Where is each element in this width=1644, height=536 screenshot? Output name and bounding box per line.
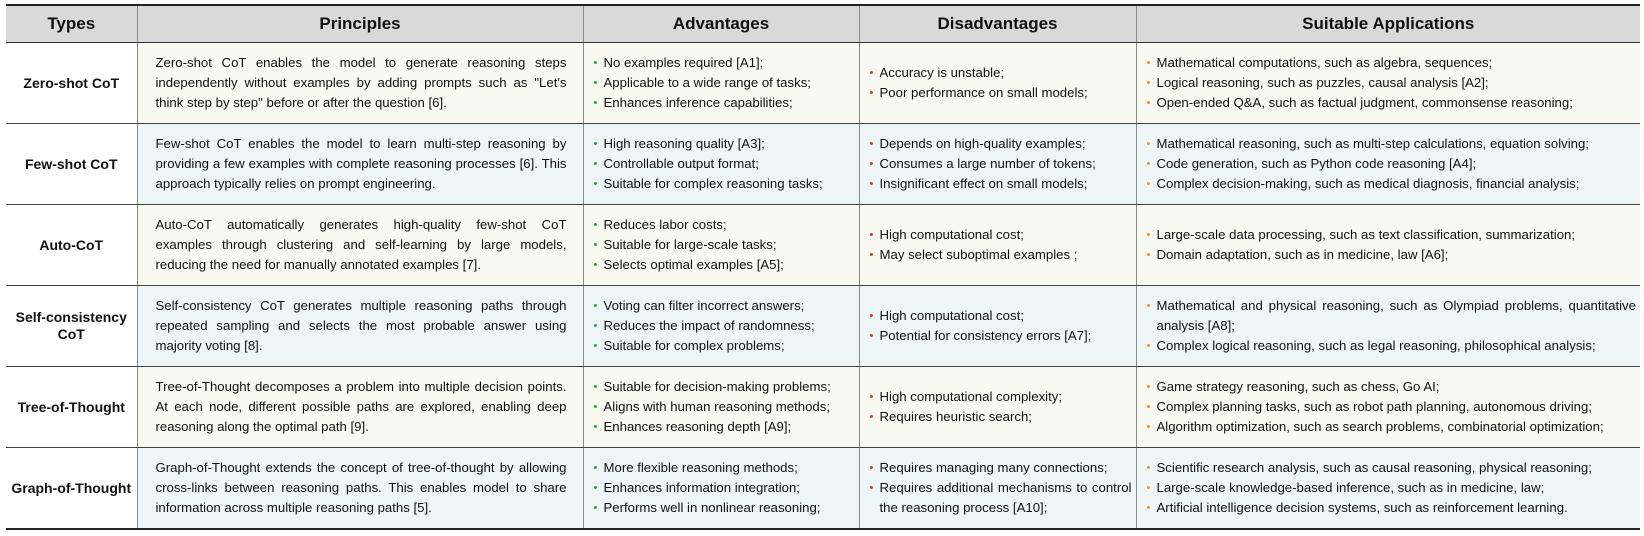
list-item: • Domain adaptation, such as in medicine, law [A6]; [1147,245,1637,265]
type-cell: Few-shot CoT [6,124,137,205]
bullet-icon: • [869,482,874,494]
header-advantages: Advantages [583,5,859,43]
bullet-icon: • [1146,300,1151,312]
list-item: • Requires additional mechanisms to control the reasoning process [A10]; [869,480,1132,515]
list-item: • Complex planning tasks, such as robot path planning, autonomous driving; [1147,397,1637,417]
advantages-cell [583,124,859,205]
bullet-icon: • [1146,178,1151,190]
bullet-icon: • [1146,77,1151,89]
bullet-icon: • [593,178,598,190]
bullet-icon: • [869,229,874,241]
list-item: • Suitable for decision-making problems; [594,377,855,397]
bullet-icon: • [869,67,874,79]
bullet-icon: • [593,259,598,271]
bullet-icon: • [869,462,874,474]
disadvantages-cell [859,124,1136,205]
bullet-icon: • [1146,57,1151,69]
bullet-icon: • [593,320,598,332]
bullet-icon: • [1146,158,1151,170]
list-item: • Accuracy is unstable; [870,63,1132,83]
bullet-icon: • [1146,401,1151,413]
advantages-cell [583,43,859,124]
applications-cell [1136,286,1640,367]
list-item: • Voting can filter incorrect answers; [594,296,855,316]
list-item: • Potential for consistency errors [A7]; [870,326,1132,346]
list-item: • Mathematical computations, such as algebra, sequences; [1147,53,1637,73]
list-item: • Consumes a large number of tokens; [870,154,1132,174]
bullet-icon: • [869,310,874,322]
list-item: • Suitable for complex problems; [594,336,855,356]
cot-comparison-table-wrapper [6,4,1640,530]
principle-cell: Zero-shot CoT enables the model to generate reasoning steps independently without examples by adding prompts such as "Let's think step by step" before or after the question [6]. [137,43,583,124]
list-item: • Performs well in nonlinear reasoning; [594,498,855,518]
bullet-icon: • [869,249,874,261]
list-item: • Complex logical reasoning, such as legal reasoning, philosophical analysis; [1147,336,1637,356]
header-principles: Principles [137,5,583,43]
list-item: • Poor performance on small models; [870,83,1132,103]
applications-cell [1136,205,1640,286]
list-item: • Algorithm optimization, such as search problems, combinatorial optimization; [1147,417,1637,437]
list-item: • Insignificant effect on small models; [870,174,1132,194]
list-item: • Depends on high-quality examples; [870,134,1132,154]
type-cell: Graph-of-Thought [6,448,137,530]
list-item: • High computational cost; [870,225,1132,245]
principle-cell: Tree-of-Thought decomposes a problem into multiple decision points. At each node, different possible paths are explored, enabling deep reasoning along the optimal path [9]. [137,367,583,448]
list-item: • Complex decision-making, such as medical diagnosis, financial analysis; [1147,174,1637,194]
list-item: • Aligns with human reasoning methods; [594,397,855,417]
disadvantages-cell [859,43,1136,124]
table-row [6,448,1640,530]
bullet-icon: • [593,219,598,231]
bullet-icon: • [593,138,598,150]
principle-cell: Self-consistency CoT generates multiple reasoning paths through repeated sampling and selects the most probable answer using majority voting [8]. [137,286,583,367]
list-item: • Mathematical reasoning, such as multi-step calculations, equation solving; [1147,134,1637,154]
bullet-icon: • [869,330,874,342]
bullet-icon: • [593,57,598,69]
advantages-cell [583,205,859,286]
list-item: • Mathematical and physical reasoning, such as Olympiad problems, quantitative analysis [A8]; [1146,298,1636,333]
list-item: • Open-ended Q&A, such as factual judgment, commonsense reasoning; [1147,93,1637,113]
bullet-icon: • [1146,462,1151,474]
bullet-icon: • [593,158,598,170]
bullet-icon: • [1146,249,1151,261]
bullet-icon: • [869,411,874,423]
type-cell: Tree-of-Thought [6,367,137,448]
disadvantages-cell [859,367,1136,448]
bullet-icon: • [1146,97,1151,109]
advantages-cell [583,448,859,530]
bullet-icon: • [1146,482,1151,494]
disadvantages-cell [859,205,1136,286]
bullet-icon: • [1146,229,1151,241]
bullet-icon: • [869,87,874,99]
list-item: • Suitable for large-scale tasks; [594,235,855,255]
list-item: • High reasoning quality [A3]; [594,134,855,154]
applications-cell [1136,43,1640,124]
list-item: • Controllable output format; [594,154,855,174]
list-item: • Applicable to a wide range of tasks; [594,73,855,93]
bullet-icon: • [593,77,598,89]
bullet-icon: • [593,97,598,109]
bullet-icon: • [593,300,598,312]
list-item: • Reduces labor costs; [594,215,855,235]
list-item: • High computational cost; [870,306,1132,326]
bullet-icon: • [869,138,874,150]
list-item: • Game strategy reasoning, such as chess, Go AI; [1147,377,1637,397]
list-item: • Large-scale data processing, such as text classification, summarization; [1147,225,1637,245]
header-disadvantages: Disadvantages [859,5,1136,43]
bullet-icon: • [869,158,874,170]
type-cell: Self-consistency CoT [6,286,137,367]
list-item: • Logical reasoning, such as puzzles, causal analysis [A2]; [1147,73,1637,93]
list-item: • Scientific research analysis, such as causal reasoning, physical reasoning; [1147,458,1637,478]
bullet-icon: • [1146,421,1151,433]
list-item: • Large-scale knowledge-based inference, such as in medicine, law; [1147,478,1637,498]
table-row [6,205,1640,286]
list-item: • Enhances information integration; [594,478,855,498]
list-item: • May select suboptimal examples ; [870,245,1132,265]
header-types: Types [6,5,137,43]
bullet-icon: • [869,391,874,403]
list-item: • Reduces the impact of randomness; [594,316,855,336]
advantages-cell [583,286,859,367]
list-item: • Requires heuristic search; [870,407,1132,427]
list-item: • Enhances reasoning depth [A9]; [594,417,855,437]
applications-cell [1136,124,1640,205]
list-item: • More flexible reasoning methods; [594,458,855,478]
bullet-icon: • [1146,502,1151,514]
applications-cell [1136,367,1640,448]
table-row [6,286,1640,367]
bullet-icon: • [593,340,598,352]
bullet-icon: • [1146,340,1151,352]
list-item: • Selects optimal examples [A5]; [594,255,855,275]
type-cell: Auto-CoT [6,205,137,286]
table-row [6,367,1640,448]
applications-cell [1136,448,1640,530]
bullet-icon: • [593,239,598,251]
table-row [6,43,1640,124]
list-item: • Suitable for complex reasoning tasks; [594,174,855,194]
type-cell: Zero-shot CoT [6,43,137,124]
bullet-icon: • [593,482,598,494]
bullet-icon: • [1146,381,1151,393]
header-row [6,5,1640,43]
list-item: • Artificial intelligence decision systems, such as reinforcement learning. [1147,498,1637,518]
list-item: • High computational complexity; [870,387,1132,407]
bullet-icon: • [593,421,598,433]
list-item: • Enhances inference capabilities; [594,93,855,113]
list-item: • Requires managing many connections; [870,458,1132,478]
disadvantages-cell [859,448,1136,530]
advantages-cell [583,367,859,448]
bullet-icon: • [593,381,598,393]
list-item: • No examples required [A1]; [594,53,855,73]
bullet-icon: • [869,178,874,190]
list-item: • Code generation, such as Python code reasoning [A4]; [1147,154,1637,174]
bullet-icon: • [1146,138,1151,150]
table-row [6,124,1640,205]
bullet-icon: • [593,401,598,413]
disadvantages-cell [859,286,1136,367]
header-applications: Suitable Applications [1136,5,1640,43]
principle-cell: Few-shot CoT enables the model to learn multi-step reasoning by providing a few examples with complete reasoning processes [6]. This approach typically relies on prompt engineering. [137,124,583,205]
bullet-icon: • [593,462,598,474]
cot-comparison-table [6,4,1640,530]
bullet-icon: • [593,502,598,514]
principle-cell: Auto-CoT automatically generates high-quality few-shot CoT examples through clustering and self-learning by large models, reducing the need for manually annotated examples [7]. [137,205,583,286]
principle-cell: Graph-of-Thought extends the concept of tree-of-thought by allowing cross-links between reasoning paths. This enables model to share information across multiple reasoning paths [5]. [137,448,583,530]
